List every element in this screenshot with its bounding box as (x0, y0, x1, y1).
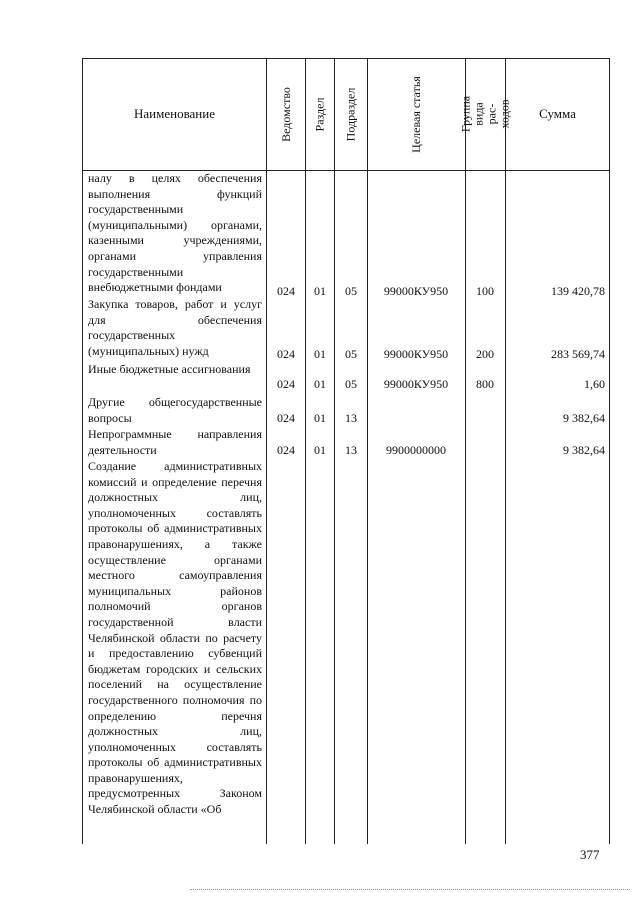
cell-razdel: 01 (314, 411, 326, 425)
header-vedomstvo (267, 58, 305, 170)
header-razdel-text: Раздел (312, 97, 327, 131)
column-divider (465, 58, 466, 844)
cell-podrazdel: 05 (345, 284, 357, 298)
cell-summa: 9 382,64 (563, 411, 605, 425)
header-razdel (306, 58, 334, 170)
table-row-name: Непрограммные направления деятельности (88, 427, 262, 457)
table-row-name: Другие общегосударственные вопросы (88, 395, 262, 425)
cell-vedomstvo: 024 (277, 347, 295, 361)
header-gruppa-text: Группа вида рас- ходов (458, 95, 512, 133)
cell-gruppa: 100 (476, 284, 494, 298)
cell-podrazdel: 05 (345, 347, 357, 361)
cell-vedomstvo: 024 (277, 377, 295, 391)
header-gruppa (458, 58, 512, 170)
cell-summa: 139 420,78 (551, 284, 605, 298)
cell-podrazdel: 13 (345, 411, 357, 425)
cell-celevaya: 99000КУ950 (383, 284, 449, 298)
cell-celevaya: 9900000000 (386, 443, 446, 457)
table-row-name: Иные бюджетные ассигнования (88, 362, 251, 376)
cell-razdel: 01 (314, 443, 326, 457)
cell-podrazdel: 13 (345, 443, 357, 457)
cell-summa: 9 382,64 (563, 443, 605, 457)
table-row-name: Создание административных комиссий и определение перечня должностных лиц, уполномоченных составлять протоколы об административных правонарушениях, а также осуществление органами местного самоуправления муниципальных районов полномочий органов государственной власти Челябинской области по расчету и предоставлению субвенций бюджетам городских и сельских поселений на осуществление государственного полномочия по определению перечня должностных лиц, уполномоченных составлять протоколы об административных правонарушениях, предусмотренных Законом Челябинской области «Об (88, 459, 262, 817)
header-celevaya (368, 58, 465, 170)
cell-vedomstvo: 024 (277, 443, 295, 457)
cell-razdel: 01 (314, 347, 326, 361)
header-name (83, 58, 266, 170)
header-podrazdel (335, 58, 367, 170)
column-divider (266, 58, 267, 844)
header-celevaya-text: Целевая статья (408, 75, 423, 153)
cell-celevaya: 99000КУ950 (383, 377, 449, 391)
table-border-right (609, 58, 610, 844)
cell-celevaya: 99000КУ950 (383, 347, 449, 361)
header-podrazdel-text: Подраздел (343, 87, 358, 141)
cell-summa: 283 569,74 (551, 347, 605, 361)
cell-summa: 1,60 (584, 377, 605, 391)
cell-gruppa: 800 (476, 377, 494, 391)
table-row-name: налу в целях обеспечения выполнения функций государственными (муниципальными) органами, казенными учреждениями, органами управления государственными внебюджетными фондами (88, 171, 262, 295)
cell-razdel: 01 (314, 284, 326, 298)
header-summa (506, 58, 609, 170)
cell-vedomstvo: 024 (277, 411, 295, 425)
column-divider (305, 58, 306, 844)
cell-gruppa: 200 (476, 347, 494, 361)
cell-podrazdel: 05 (345, 377, 357, 391)
scan-edge-line (190, 889, 630, 890)
header-vedomstvo-text: Ведомство (278, 86, 293, 142)
page-number: 377 (580, 847, 600, 862)
table-row-name: Закупка товаров, работ и услуг для обеспечения государственных (муниципальных) нужд (88, 297, 262, 358)
cell-vedomstvo: 024 (277, 284, 295, 298)
header-name-text: Наименование (134, 106, 215, 121)
cell-razdel: 01 (314, 377, 326, 391)
header-summa-text: Сумма (539, 106, 576, 121)
table-border-left (82, 58, 83, 844)
